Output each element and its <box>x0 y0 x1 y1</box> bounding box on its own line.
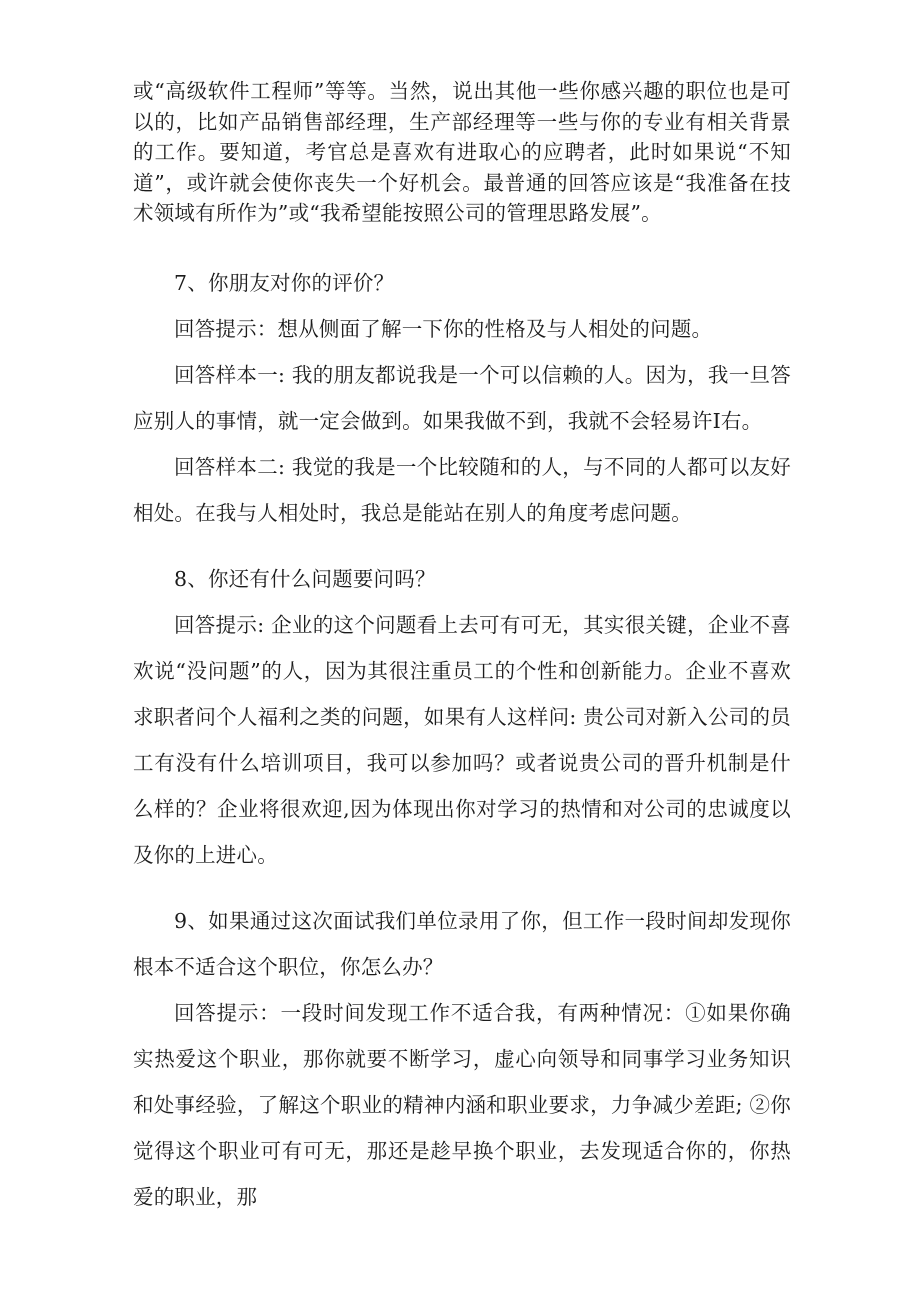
page-text-column <box>133 76 791 1220</box>
block-spacer <box>133 248 791 260</box>
question-7-sample-answer-2: 回答样本二: 我觉的我是一个比较随和的人，与不同的人都可以友好相处。在我与人相处时，我总是能站在别人的角度考虑问题。 <box>133 454 791 525</box>
block-spacer <box>133 878 791 898</box>
question-heading-7: 7、你朋友对你的评价？ <box>174 270 395 295</box>
question-heading-9: 9、如果通过这次面试我们单位录用了你，但工作一段时间却发现你根本不适合这个职位，你怎么办？ <box>133 908 791 979</box>
block-spacer <box>133 536 791 556</box>
question-7-answer-tip: 回答提示：想从侧面了解一下你的性格及与人相处的问题。 <box>174 316 713 341</box>
question-9-answer-tip: 回答提示：一段时间发现工作不适合我，有两种情况：①如果你确实热爱这个职业，那你就要不断学习，虚心向领导和同事学习业务知识和处事经验，了解这个职业的精神内涵和职业要求，力争减少差距; ②你觉得这个职业可有可无，那还是趁早换个职业，去发现适合你的，你热爱的职业，那 <box>133 1000 791 1209</box>
question-heading-8: 8、你还有什么问题要问吗？ <box>174 566 436 591</box>
question-7-sample-answer-1: 回答样本一: 我的朋友都说我是一个可以信赖的人。因为，我一旦答应别人的事情，就一定会做到。如果我做不到，我就不会轻易许Ⅰ右。 <box>133 362 791 433</box>
paragraph-continuation: 或“高级软件工程师”等等。当然，说出其他一些你感兴趣的职位也是可以的，比如产品销售部经理，生产部经理等一些与你的专业有相关背景的工作。要知道，考官总是喜欢有进取心的应聘者，此时如果说“不知道”，或许就会使你丧失一个好机会。最普通的回答应该是“我准备在技术领域有所作为”或“我希望能按照公司的管理思路发展”。 <box>133 79 791 225</box>
question-8-answer-tip: 回答提示: 企业的这个问题看上去可有可无，其实很关键，企业不喜欢说“没问题”的人，因为其很注重员工的个性和创新能力。企业不喜欢求职者问个人福利之类的问题，如果有人这样问: 贵公司对新入公司的员工有没有什么培训项目，我可以参加吗？或者说贵公司的晋升机制是什么样的？企业将很欢迎,因为体现出你对学习的热情和对公司的忠诚度以及你的上进心。 <box>133 612 791 867</box>
